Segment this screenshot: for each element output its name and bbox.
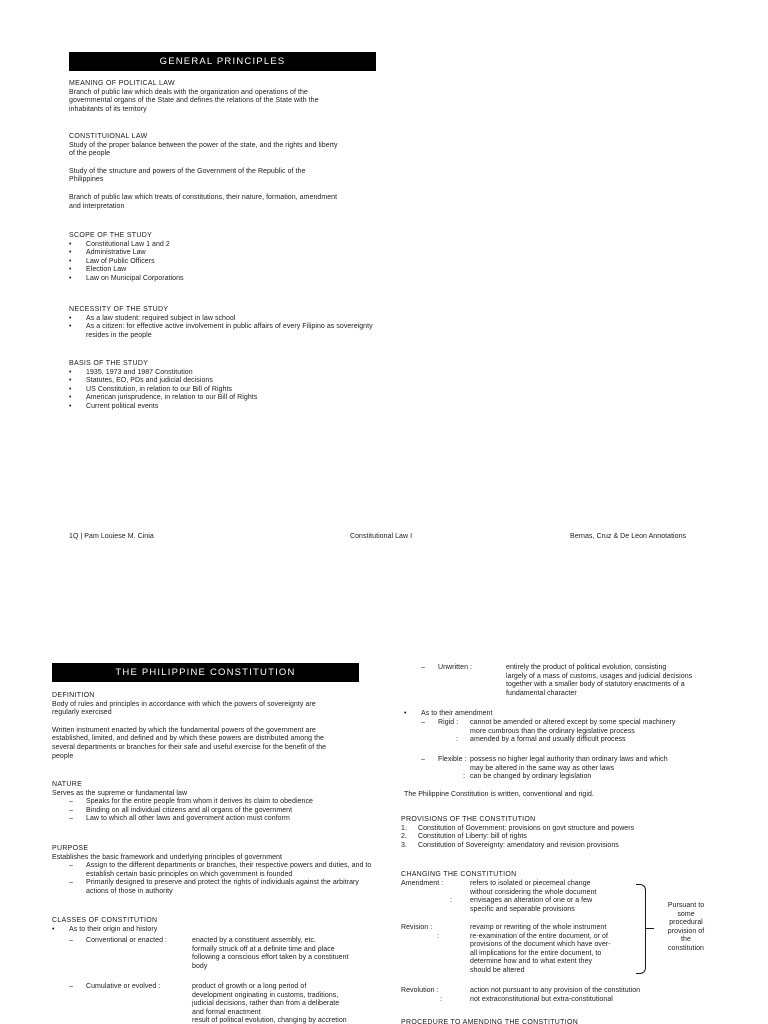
list-item: 1. Constitution of Government: provisions on govt structure and powers — [401, 824, 635, 832]
procedural-brace — [636, 884, 646, 974]
list-item: 2. Constitution of Liberty: bill of rights — [401, 833, 527, 841]
definition-p2-line4: people — [52, 752, 74, 760]
list-item: – Law to which all other laws and government action must conform — [52, 815, 372, 824]
purpose-list — [52, 862, 372, 896]
amendment-class-heading: • As to their amendment — [404, 710, 492, 719]
list-item: • Statutes, EO, PDs and judicial decisions — [69, 377, 379, 386]
revision-text: revamp or rewriting of the whole instrument : re-examination of the entire document, or of provisions of the document which have over- all implications for the entire document, to determine how and to what extent they should be altered — [437, 924, 611, 974]
revolution-text: action not pursuant to any provision of the constitution : not extraconstitutional but extra-constitutional — [440, 987, 641, 1003]
purpose-intro: Establishes the basic framework and underlying principles of government — [52, 853, 282, 861]
list-item: • Election Law — [69, 266, 379, 275]
nature-list — [52, 798, 372, 824]
list-item: – Primarily designed to preserve and protect the rights of individuals against the arbitrary actions of those in authority — [52, 879, 372, 896]
conventional-text: enacted by a constituent assembly, etc. formally struck off at a definite time and place following a conscious effort taken by a constituent body — [192, 937, 349, 970]
definition-p2-line3: several departments or branches for their safe and useful exercise for the benefit of the — [52, 743, 327, 751]
list-item: 3. Constitution of Sovereignty: amendatory and revision provisions — [401, 841, 619, 849]
provisions-list — [401, 825, 731, 851]
meaning-section — [69, 80, 379, 114]
constitutional-p3-line2: and interpretation — [69, 202, 125, 210]
necessity-list — [69, 315, 379, 341]
list-item: • Law on Municipal Corporations — [69, 275, 379, 284]
necessity-heading: NECESSITY OF THE STUDY — [69, 306, 169, 313]
general-principles-banner: GENERAL PRINCIPLES — [69, 52, 376, 71]
list-item: • US Constitution, in relation to our Bill of Rights — [69, 386, 379, 395]
constitution-statement: The Philippine Constitution is written, conventional and rigid. — [404, 791, 594, 798]
classes-heading: CLASSES OF CONSTITUTION — [52, 917, 158, 924]
list-item: • Law of Public Officers — [69, 258, 379, 267]
revision-label: Revision : — [401, 924, 433, 931]
constitutional-p3-line1: Branch of public law which treats of constitutions, their nature, formation, amendment — [69, 193, 338, 201]
revolution-label: Revolution : — [401, 987, 439, 994]
nature-intro: Serves as the supreme or fundamental law — [52, 789, 188, 797]
list-item: • As a citizen: for effective active involvement in public affairs of every Filipino as sovereignty resides in the people — [69, 323, 379, 340]
brace-tick — [646, 928, 654, 929]
definition-p1-line1: Body of rules and principles in accordance with which the powers of sovereignty are — [52, 700, 316, 708]
amendment-text: refers to isolated or piecemeal change without considering the whole document : envisages an alteration of one or a few specific and separable provisions — [450, 880, 597, 913]
basis-heading: BASIS OF THE STUDY — [69, 360, 149, 367]
meaning-text-2: governmental organs of the State and defines the relations of the State with the — [69, 97, 319, 105]
list-item: • Constitutional Law 1 and 2 — [69, 241, 379, 250]
unwritten-text: entirely the product of political evolution, consisting largely of a mass of customs, usages and judicial decisions together with a smaller body of statutory enactments of a fundamental character — [506, 664, 693, 697]
rigid-text: cannot be amended or altered except by some special machinery more cumbrous than the ordinary legislative process : amended by a formal and usually difficult process — [456, 719, 676, 744]
footer-right: Bernas, Cruz & De Leon Annotations — [570, 533, 687, 540]
scope-heading: SCOPE OF THE STUDY — [69, 232, 153, 239]
flexible-text: possess no higher legal authority than ordinary laws and which may be altered in the same way as other laws : can be changed by ordinary legislation — [463, 756, 668, 781]
meaning-heading: MEANING OF POLITICAL LAW — [69, 80, 175, 87]
constitutional-p1-line2: of the people — [69, 150, 111, 158]
constitutional-p2-line1: Study of the structure and powers of the Government of the Republic of the — [69, 167, 306, 175]
necessity-section — [69, 306, 379, 340]
basis-list — [69, 369, 379, 412]
basis-section — [69, 360, 379, 412]
scope-section — [69, 232, 379, 284]
footer-left: 1Q | Pam Louiese M. Cinia — [69, 533, 154, 540]
amendment-label: Amendment : — [401, 880, 444, 887]
provisions-section — [401, 816, 731, 850]
meaning-text-3: inhabitants of its territory — [69, 105, 147, 113]
list-item: • American jurisprudence, in relation to our Bill of Rights — [69, 394, 379, 403]
definition-p1-line2: regularly exercised — [52, 709, 112, 717]
constitutional-p2-line2: Philippines — [69, 176, 104, 184]
definition-heading: DEFINITION — [52, 692, 95, 699]
nature-section — [52, 781, 372, 824]
classes-section — [52, 917, 372, 934]
procedure-heading-cut: PROCEDURE TO AMENDING THE CONSTITUTION — [401, 1019, 579, 1024]
definition-p2-line1: Written instrument enacted by which the fundamental powers of the government are — [52, 726, 316, 734]
meaning-text-1: Branch of public law which deals with the organization and operations of the — [69, 88, 308, 96]
changing-heading: CHANGING THE CONSTITUTION — [401, 871, 517, 878]
philippine-constitution-banner: THE PHILIPPINE CONSTITUTION — [52, 663, 359, 682]
constitutional-law-heading: CONSTITUIONAL LAW — [69, 133, 148, 140]
purpose-section — [52, 845, 372, 897]
list-item: – Assign to the different departments or branches, their respective powers and duties, and to establish certain basic principles on which government is founded — [52, 862, 372, 879]
footer-center: Constitutional Law I — [350, 533, 413, 540]
scope-list — [69, 241, 379, 284]
brace-note: Pursuant to some procedural provision of the constitution — [667, 902, 705, 952]
list-item: • As a law student: required subject in law school — [69, 315, 379, 324]
list-item: • Administrative Law — [69, 249, 379, 258]
purpose-heading: PURPOSE — [52, 845, 89, 852]
cumulative-text: product of growth or a long period of development originating in customs, traditions, judicial decisions, rather than from a deliberate and formal enactment result of political evolution, changing by accretion — [192, 983, 347, 1024]
list-item: – Binding on all individual citizens and all organs of the government — [52, 807, 372, 816]
list-item: – Speaks for the entire people from whom it derives its claim to obedience — [52, 798, 372, 807]
constitutional-p1-line1: Study of the proper balance between the power of the state, and the rights and liberty — [69, 141, 338, 149]
classes-list — [52, 926, 372, 935]
definition-p2-line2: established, limited, and defined and by which these powers are distributed among the — [52, 735, 324, 743]
definition-section — [52, 692, 372, 761]
list-item: • 1935, 1973 and 1987 Constitution — [69, 369, 379, 378]
nature-heading: NATURE — [52, 781, 83, 788]
list-item: • As to their origin and history — [52, 926, 372, 935]
list-item: • Current political events — [69, 403, 379, 412]
provisions-heading: PROVISIONS OF THE CONSTITUTION — [401, 816, 536, 823]
constitutional-law-section — [69, 133, 379, 211]
